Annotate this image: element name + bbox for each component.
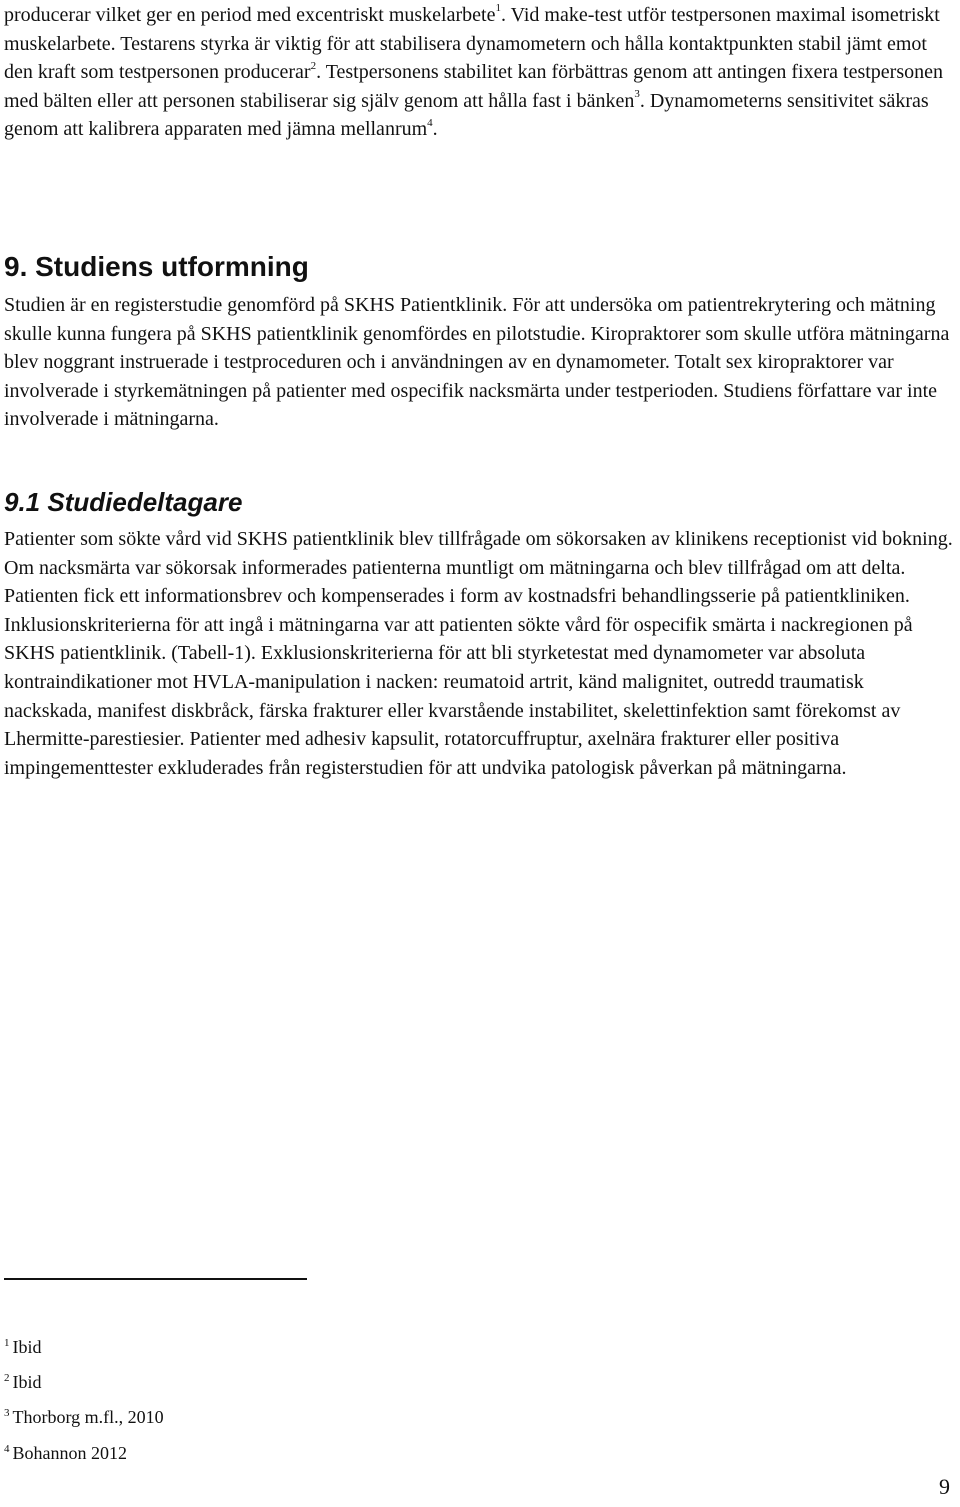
footnote-text: Ibid — [12, 1337, 42, 1357]
footnote-3 — [4, 1406, 164, 1428]
intro-text-3: . Testpersonens stabilitet kan förbättras genom att antingen fixera testpersonen med bälten eller att personen stabiliserar sig själv genom att hålla fast i bänken — [4, 61, 943, 112]
intro-text-2: . Vid make-test utför testpersonen maximal isometriskt muskelarbete. Testarens styrka är viktig för att stabilisera dynamometern och hålla kontaktpunkten stabil jämt emot den kraft som testpersonen producerar — [4, 4, 940, 84]
intro-text-1: producerar vilket ger en period med excentriskt muskelarbete — [4, 4, 496, 26]
footnote-number: 2 — [4, 1372, 10, 1384]
footnote-ref-3[interactable]: 3 — [634, 88, 640, 101]
section-9-1-paragraph: Patienter som sökte vård vid SKHS patientklinik blev tillfrågade om sökorsaken av klinikens receptionist vid bokning. Om nacksmärta var sökorsak informerades patienterna muntligt om mätningarna och blev tillfrågad om att delta. Patienten fick ett informationsbrev och kompenserades i form av kostnadsfri behandlingsserie på patientkliniken. Inklusionskriterierna för att ingå i mätningarna var att patienten sökte vård för ospecifik smärta i nackregionen på SKHS patientklinik. (Tabell-1). Exklusionskriterierna för att bli styrketestat med dynamometer var absoluta kontraindikationer mot HVLA-manipulation i nacken: reumatoid artrit, känd malignitet, outredd traumatisk nackskada, manifest diskbråck, färska frakturer eller kvarstående instabilitet, skelettinfektion samt förekomst av Lhermitte-parestiesier. Patienter med adhesiv kapsulit, rotatorcuffruptur, axelnära frakturer eller positiva impingementtester exkluderades från registerstudien för att undvika patologisk påverkan på mätningarna. — [4, 528, 953, 779]
footnote-4 — [4, 1442, 127, 1464]
footnote-separator — [4, 1278, 307, 1280]
footnote-1 — [4, 1336, 42, 1358]
intro-paragraph — [4, 1, 954, 144]
footnote-number: 4 — [4, 1443, 10, 1455]
footnote-number: 3 — [4, 1407, 10, 1419]
footnote-text: Ibid — [12, 1372, 42, 1392]
footnote-number: 1 — [4, 1337, 10, 1349]
footnote-2 — [4, 1371, 42, 1393]
footnote-text: Bohannon 2012 — [12, 1443, 127, 1463]
footnote-ref-4[interactable]: 4 — [427, 116, 433, 129]
section-9-heading: 9. Studiens utformning — [4, 251, 309, 282]
footnote-ref-2[interactable]: 2 — [310, 59, 317, 72]
intro-text-5: . — [432, 118, 438, 141]
footnote-ref-1[interactable]: 1 — [495, 2, 501, 15]
page-number: 9 — [939, 1474, 950, 1499]
intro-text-4: . Dynamometerns sensitivitet säkras genom att kalibrera apparaten med jämna mellanrum — [4, 89, 929, 141]
section-9-1-heading: 9.1 Studiedeltagare — [4, 487, 243, 517]
footnote-text: Thorborg m.fl., 2010 — [12, 1407, 164, 1427]
section-9-paragraph: Studien är en registerstudie genomförd på SKHS Patientklinik. För att undersöka om patientrekrytering och mätning skulle kunna fungera på SKHS patientklinik genomfördes en pilotstudie. Kiropraktorer som skulle utföra mätningarna blev noggrant instruerade i testproceduren och i användningen av en dynamometer. Totalt sex kiropraktorer var involverade i styrkemätningen på patienter med ospecifik nacksmärta under testperioden. Studiens författare var inte involverade i mätningarna. — [4, 294, 950, 431]
